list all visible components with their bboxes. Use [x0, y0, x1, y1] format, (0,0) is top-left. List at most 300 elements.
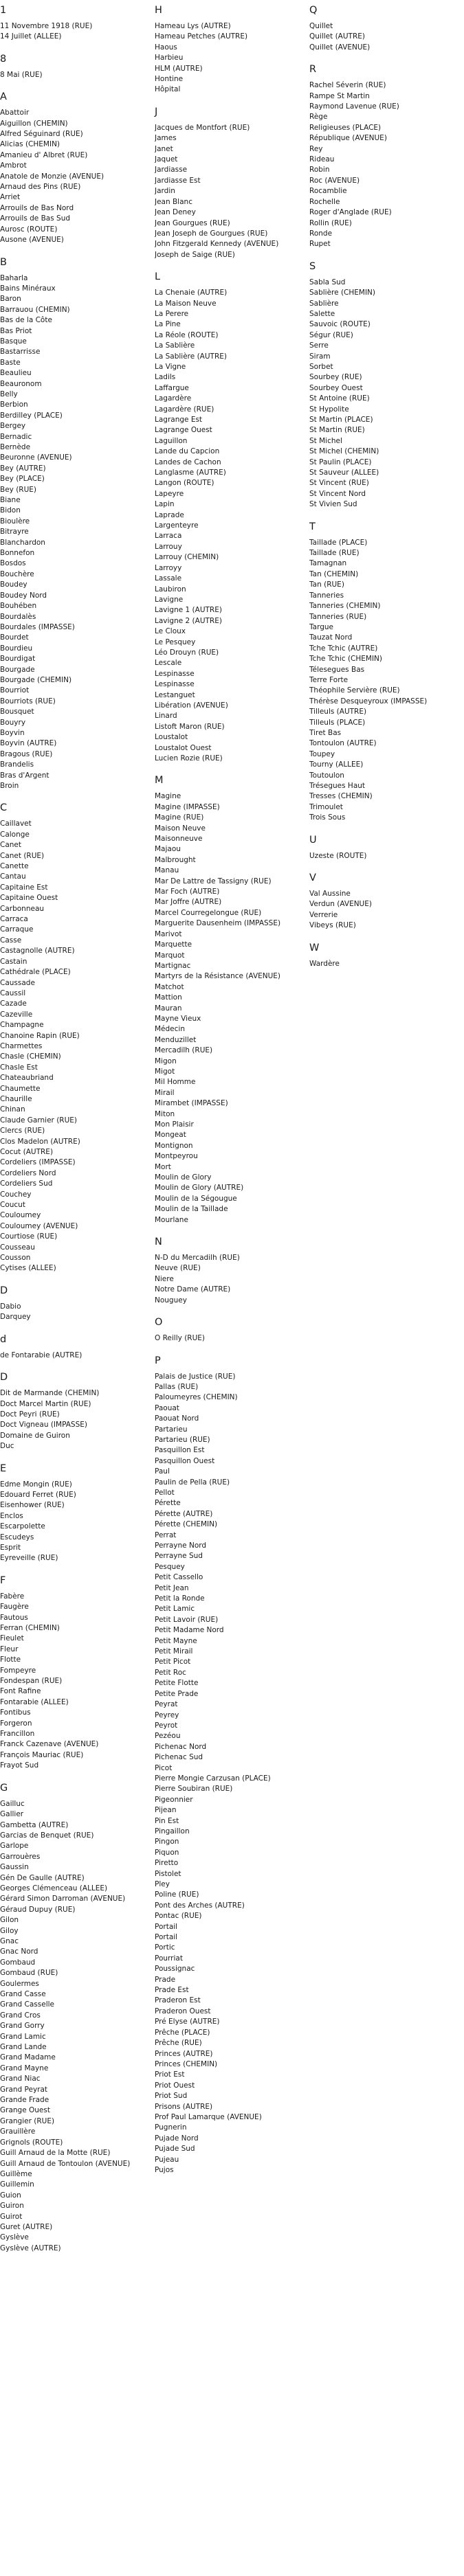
- street-name: Notre Dame (AUTRE): [155, 1285, 231, 1294]
- street-name: Guirot: [0, 2212, 23, 2221]
- street-name: Miton: [155, 1109, 175, 1118]
- street-name: Bousquet: [0, 708, 34, 716]
- street-name: Pellot: [155, 1488, 175, 1497]
- street-name: Prade: [155, 1975, 176, 1984]
- street-name: Verrerie: [309, 910, 338, 919]
- index-column-2: [155, 4, 292, 2186]
- street-name: Grand Casse: [0, 1990, 46, 1998]
- street-name: Priot Est: [155, 2070, 185, 2079]
- street-name: Georges Clémenceau (ALLEE): [0, 1884, 108, 1893]
- street-name: Langon (ROUTE): [155, 479, 214, 488]
- street-name: Pérette: [155, 1499, 181, 1508]
- letter-section: [0, 1782, 137, 2254]
- street-name: Bey (PLACE): [0, 475, 45, 484]
- street-name: Petit Jean: [155, 1583, 189, 1592]
- street-name: 11 Novembre 1918 (RUE): [0, 22, 93, 30]
- street-name: Lagrange Est: [155, 416, 203, 424]
- street-name: Pont des Arches (AUTRE): [155, 1901, 245, 1910]
- street-name: Brandelis: [0, 760, 34, 769]
- street-name: Fabère: [0, 1592, 25, 1601]
- street-name: Amanieu d' Albret (RUE): [0, 150, 88, 159]
- street-name: Prisons (AUTRE): [155, 2102, 213, 2111]
- street-name: Mongeat: [155, 1131, 186, 1140]
- street-name: Toutoulon: [309, 771, 344, 780]
- street-name: Lespinasse: [155, 680, 195, 689]
- street-list: [155, 1333, 292, 1344]
- street-name: Bosdos: [0, 559, 26, 568]
- street-name: Caussade: [0, 978, 35, 987]
- street-name: Aiguillon (CHEMIN): [0, 119, 68, 128]
- street-name: Mourlane: [155, 1215, 188, 1224]
- street-list: [0, 1388, 137, 1451]
- section-letter-heading: N: [155, 1236, 162, 1248]
- street-name: Magine (IMPASSE): [155, 802, 220, 811]
- street-name: St Martin (PLACE): [309, 416, 373, 424]
- street-name: Goulermes: [0, 1979, 39, 1988]
- street-name: Grand Peyrat: [0, 2085, 48, 2094]
- street-name: Rampe St Martin: [309, 91, 370, 100]
- street-name: Portic: [155, 1943, 175, 1952]
- street-name: Bey (RUE): [0, 485, 37, 494]
- street-name: Lande du Capcion: [155, 447, 220, 456]
- street-name: Garrouères: [0, 1852, 41, 1861]
- street-name: Lavigne: [155, 595, 184, 604]
- street-name: Castagnolle (AUTRE): [0, 947, 75, 956]
- street-name: Rocamblie: [309, 187, 347, 196]
- street-name: Priot Sud: [155, 2092, 188, 2101]
- street-name: Pujade Nord: [155, 2134, 199, 2143]
- section-letter-heading: H: [155, 5, 162, 16]
- street-name: Gyslève (AUTRE): [0, 2244, 61, 2252]
- street-list: [309, 959, 447, 969]
- street-name: Lespinasse: [155, 669, 195, 678]
- street-list: [309, 538, 447, 824]
- street-name: Grand Niac: [0, 2075, 41, 2083]
- street-name: Mar Joffre (AUTRE): [155, 898, 222, 907]
- street-name: Edouard Ferret (RUE): [0, 1490, 76, 1499]
- street-name: Arrouils de Bas Nord: [0, 203, 74, 212]
- street-name: Font Rafine: [0, 1687, 41, 1696]
- street-name: Pourriat: [155, 1954, 183, 1963]
- section-letter-heading: D: [0, 1372, 8, 1383]
- street-name: Bourdet: [0, 633, 29, 642]
- street-name: Mil Homme: [155, 1078, 196, 1087]
- street-name: Abattoir: [0, 109, 30, 117]
- street-name: Mirail: [155, 1088, 175, 1097]
- street-name: Sorbet: [309, 362, 333, 371]
- street-name: Terre Forte: [309, 675, 349, 684]
- street-name: Portail: [155, 1933, 178, 1942]
- street-name: Jaquet: [155, 155, 178, 164]
- street-name: Caillavet: [0, 820, 32, 828]
- street-name: Dabio: [0, 1302, 21, 1311]
- street-name: Pré Elyse (AUTRE): [155, 2018, 220, 2026]
- street-name: Rupet: [309, 240, 331, 249]
- street-name: Bergey: [0, 422, 26, 431]
- street-name: Gnac Nord: [0, 1947, 38, 1956]
- street-name: Maisonneuve: [155, 835, 203, 844]
- street-name: La Perere: [155, 309, 189, 318]
- street-name: Tche Tchic (CHEMIN): [309, 655, 383, 664]
- street-name: Caussil: [0, 988, 26, 997]
- street-name: Marquette: [155, 940, 192, 949]
- street-name: Bitrayre: [0, 528, 29, 536]
- street-name: Roger d'Anglade (RUE): [309, 208, 392, 217]
- street-name: Gombaud (RUE): [0, 1969, 58, 1978]
- street-name: St Hypolite: [309, 405, 349, 414]
- street-list: [0, 21, 137, 43]
- street-name: La Chenaie (AUTRE): [155, 289, 228, 297]
- street-name: Hontine: [155, 75, 184, 84]
- street-name: Mercadilh (RUE): [155, 1046, 213, 1055]
- street-name: Gailluc: [0, 1799, 25, 1808]
- street-name: Pujos: [155, 2165, 174, 2174]
- street-name: St Vincent (RUE): [309, 479, 369, 488]
- street-name: Peyrey: [155, 1710, 179, 1719]
- street-name: Barrauou (CHEMIN): [0, 305, 70, 314]
- street-list: [155, 1253, 292, 1306]
- street-name: Chaumette: [0, 1084, 41, 1093]
- street-name: Chanoine Rapin (RUE): [0, 1031, 80, 1040]
- street-name: Perrayne Nord: [155, 1541, 207, 1550]
- street-name: Berbion: [0, 400, 28, 409]
- street-name: Grand Mayne: [0, 2064, 49, 2072]
- street-name: Rachel Séverin (RUE): [309, 81, 386, 90]
- street-name: Maison Neuve: [155, 824, 206, 833]
- street-name: Pierre Soubiran (RUE): [155, 1785, 233, 1794]
- street-name: Poline (RUE): [155, 1890, 199, 1899]
- street-name: Baste: [0, 358, 21, 367]
- street-name: Lapeyre: [155, 489, 184, 498]
- street-name: Pasquillon Est: [155, 1446, 205, 1455]
- street-name: Alfred Séguinard (RUE): [0, 130, 83, 139]
- street-name: Lapin: [155, 500, 175, 509]
- street-list: [309, 851, 447, 861]
- street-name: Léo Drouyn (RUE): [155, 648, 219, 657]
- street-name: Mon Plaisir: [155, 1120, 194, 1129]
- street-name: Tan (CHEMIN): [309, 569, 359, 578]
- street-name: St Michel (CHEMIN): [309, 447, 379, 456]
- street-name: Tan (RUE): [309, 580, 344, 589]
- street-name: Petite Flotte: [155, 1679, 199, 1688]
- section-letter-heading: G: [0, 1782, 8, 1794]
- letter-section: [0, 1462, 137, 1564]
- street-name: Pesquey: [155, 1562, 185, 1571]
- street-name: Laguillon: [155, 436, 188, 445]
- street-list: [309, 21, 447, 53]
- street-name: Religieuses (PLACE): [309, 123, 382, 132]
- street-name: Peyrot: [155, 1721, 178, 1730]
- street-name: Tche Tchic (AUTRE): [309, 644, 378, 653]
- street-name: Paulin de Pella (RUE): [155, 1478, 230, 1487]
- street-name: Carraque: [0, 925, 34, 934]
- street-name: Trimoulet: [309, 802, 343, 811]
- street-name: Garcias de Benquet (RUE): [0, 1831, 94, 1840]
- street-name: Chasle Est: [0, 1063, 38, 1072]
- section-letter-heading: 8: [0, 53, 7, 65]
- street-name: Beuronne (AVENUE): [0, 453, 72, 462]
- street-name: Mayne Vieux: [155, 1014, 201, 1023]
- street-name: Ausone (AVENUE): [0, 236, 64, 245]
- street-name: Pujeau: [155, 2155, 179, 2164]
- street-name: Flotte: [0, 1656, 21, 1664]
- street-name: Guillème: [0, 2169, 32, 2178]
- street-name: Cytises (ALLEE): [0, 1264, 56, 1273]
- street-name: Langlasme (AUTRE): [155, 468, 226, 477]
- street-name: Tanneries (CHEMIN): [309, 602, 381, 611]
- street-name: Esprit: [0, 1543, 21, 1552]
- street-name: Palais de Justice (RUE): [155, 1372, 236, 1381]
- street-name: Claude Garnier (RUE): [0, 1116, 77, 1125]
- street-name: Boudey Nord: [0, 591, 47, 600]
- street-name: Broin: [0, 782, 19, 790]
- street-name: Picot: [155, 1763, 173, 1772]
- street-name: Prof Paul Lamarque (AVENUE): [155, 2112, 262, 2121]
- street-name: Ferran (CHEMIN): [0, 1624, 60, 1632]
- street-name: Niere: [155, 1274, 174, 1283]
- section-letter-heading: S: [309, 260, 316, 272]
- street-name: Thérèse Desqueyroux (IMPASSE): [309, 697, 428, 705]
- street-name: Baron: [0, 295, 21, 304]
- street-name: Pigeonnier: [155, 1795, 193, 1804]
- street-name: Verdun (AVENUE): [309, 900, 372, 909]
- street-name: Migot: [155, 1067, 175, 1076]
- street-name: Praderon Ouest: [155, 2007, 211, 2015]
- street-name: Lassale: [155, 574, 182, 583]
- section-letter-heading: U: [309, 834, 317, 846]
- street-name: Sourbey (RUE): [309, 373, 362, 382]
- street-name: Bernède: [0, 443, 31, 451]
- street-list: [0, 1351, 137, 1361]
- street-name: St Antoine (RUE): [309, 394, 370, 403]
- street-name: Domaine de Guiron: [0, 1431, 70, 1440]
- street-name: Petit Lavoir (RUE): [155, 1615, 219, 1624]
- street-name: Jacques de Montfort (RUE): [155, 123, 250, 132]
- street-name: Paul: [155, 1467, 170, 1476]
- street-name: Partarieu: [155, 1425, 188, 1434]
- street-name: Fautous: [0, 1613, 28, 1622]
- street-name: La Réole (ROUTE): [155, 330, 219, 339]
- street-name: Perrayne Sud: [155, 1552, 203, 1561]
- street-name: Anatole de Monzie (AVENUE): [0, 172, 104, 181]
- street-name: Enclos: [0, 1511, 23, 1520]
- street-name: Pallas (RUE): [155, 1382, 199, 1391]
- street-name: Faugère: [0, 1603, 29, 1612]
- street-name: Calonge: [0, 830, 30, 839]
- street-name: Quillet (AVENUE): [309, 43, 371, 52]
- street-name: Pichenac Sud: [155, 1753, 203, 1762]
- street-name: Piquon: [155, 1848, 179, 1857]
- letter-section: [0, 1371, 137, 1451]
- street-name: Portail: [155, 1922, 178, 1931]
- street-name: Arrouils de Bas Sud: [0, 214, 71, 223]
- street-name: Gambetta (AUTRE): [0, 1820, 69, 1829]
- street-list: [0, 819, 137, 1274]
- section-letter-heading: O: [155, 1317, 163, 1329]
- street-name: Bains Minéraux: [0, 284, 56, 293]
- letter-section: [155, 1355, 292, 2176]
- street-name: Grand Lande: [0, 2043, 47, 2052]
- street-name: Gaussin: [0, 1863, 29, 1872]
- street-name: Pontac (RUE): [155, 1912, 202, 1921]
- street-name: Pujade Sud: [155, 2145, 195, 2154]
- street-name: Arnaud des Pins (RUE): [0, 183, 81, 192]
- street-name: Neuve (RUE): [155, 1264, 201, 1273]
- street-name: Pijean: [155, 1806, 177, 1815]
- section-letter-heading: J: [155, 106, 158, 117]
- street-name: Listoft Maron (RUE): [155, 722, 225, 731]
- street-name: Lagardère: [155, 394, 192, 403]
- street-name: Alicias (CHEMIN): [0, 140, 60, 149]
- section-letter-heading: B: [0, 256, 7, 268]
- street-name: Frayot Sud: [0, 1761, 39, 1770]
- street-name: Cousson: [0, 1254, 31, 1263]
- street-name: Tilleuls (PLACE): [309, 718, 366, 727]
- letter-section: [155, 1236, 292, 1306]
- street-name: Hôpital: [155, 85, 181, 94]
- street-name: Bras d'Argent: [0, 771, 49, 780]
- street-name: Piretto: [155, 1859, 179, 1868]
- street-name: Gilon: [0, 1916, 19, 1925]
- street-name: Rège: [309, 113, 328, 122]
- street-name: Franck Cazenave (AVENUE): [0, 1740, 99, 1749]
- section-letter-heading: T: [309, 521, 316, 532]
- street-name: Lavigne 2 (AUTRE): [155, 616, 222, 625]
- street-name: Lavigne 1 (AUTRE): [155, 606, 222, 615]
- street-name: Pley: [155, 1880, 170, 1888]
- street-name: Magine: [155, 792, 181, 801]
- street-name: Moulin de Glory (AUTRE): [155, 1184, 244, 1193]
- street-name: Mort: [155, 1162, 171, 1171]
- street-name: Grangier (RUE): [0, 2116, 55, 2125]
- street-name: Canette: [0, 862, 29, 871]
- street-name: Boudey: [0, 580, 27, 589]
- street-name: Pérette (AUTRE): [155, 1509, 213, 1518]
- street-name: Joseph de Saige (RUE): [155, 250, 235, 259]
- street-name: Laprade: [155, 510, 184, 519]
- street-name: Siram: [309, 352, 331, 361]
- street-name: Canet (RUE): [0, 851, 45, 860]
- letter-section: [0, 53, 137, 80]
- street-name: Tanneries: [309, 591, 344, 600]
- street-name: Blanchardon: [0, 538, 45, 547]
- street-name: Cazade: [0, 999, 27, 1008]
- street-name: République (AVENUE): [309, 134, 387, 143]
- street-name: Baharla: [0, 273, 28, 282]
- street-name: Laubiron: [155, 585, 186, 594]
- street-name: Ségur (RUE): [309, 330, 353, 339]
- street-name: 14 Juillet (ALLEE): [0, 32, 62, 41]
- street-name: Rollin (RUE): [309, 218, 352, 227]
- street-name: Guill Arnaud de Tontoulon (AVENUE): [0, 2159, 131, 2168]
- street-name: Cordeliers Nord: [0, 1168, 56, 1177]
- street-name: Montpeyrou: [155, 1152, 198, 1161]
- street-name: Clos Madelon (AUTRE): [0, 1137, 80, 1146]
- street-name: Robin: [309, 166, 330, 174]
- street-name: Moulin de Glory: [155, 1173, 212, 1182]
- section-letter-heading: L: [155, 271, 161, 283]
- street-name: Paouat: [155, 1403, 179, 1412]
- street-name: Mirambet (IMPASSE): [155, 1099, 228, 1108]
- street-name: Sauvoic (ROUTE): [309, 320, 371, 329]
- street-name: Darquey: [0, 1313, 31, 1322]
- street-name: Bastarrisse: [0, 348, 41, 357]
- street-name: HLM (AUTRE): [155, 64, 203, 73]
- street-name: Eisenhower (RUE): [0, 1501, 65, 1510]
- street-name: Martyrs de la Résistance (AVENUE): [155, 972, 281, 981]
- street-name: Escudeys: [0, 1533, 34, 1541]
- street-list: [0, 1592, 137, 1772]
- street-name: Beauronom: [0, 379, 42, 388]
- street-name: Edme Mongin (RUE): [0, 1480, 72, 1489]
- street-name: Petit Picot: [155, 1658, 191, 1667]
- street-name: Gén De Gaulle (AUTRE): [0, 1873, 85, 1882]
- street-name: St Michel: [309, 436, 342, 445]
- street-name: St Vincent Nord: [309, 489, 366, 498]
- street-name: Sablière: [309, 299, 339, 308]
- street-name: Escarpolette: [0, 1522, 45, 1531]
- street-name: Garlope: [0, 1842, 29, 1851]
- street-name: Fontibus: [0, 1708, 31, 1717]
- letter-section: [155, 4, 292, 95]
- street-name: Jardiasse Est: [155, 176, 201, 185]
- street-name: Chinan: [0, 1105, 25, 1114]
- street-name: Chaurille: [0, 1094, 32, 1103]
- street-name: Capitaine Est: [0, 883, 48, 892]
- street-name: Peyrat: [155, 1700, 178, 1709]
- street-name: Fondespan (RUE): [0, 1677, 63, 1686]
- street-name: Ladils: [155, 373, 176, 382]
- street-name: Roc (AVENUE): [309, 176, 360, 185]
- street-name: Petit Madame Nord: [155, 1626, 224, 1635]
- index-column-3: [309, 4, 447, 980]
- street-name: Magine (RUE): [155, 813, 204, 822]
- street-name: Ronde: [309, 229, 333, 238]
- street-name: Grauillère: [0, 2127, 36, 2136]
- street-name: Larraca: [155, 532, 182, 541]
- section-letter-heading: R: [309, 64, 317, 76]
- street-name: Lescale: [155, 659, 182, 668]
- street-name: Tourny (ALLEE): [309, 760, 364, 769]
- street-name: Tamagnan: [309, 559, 347, 568]
- letter-section: [0, 802, 137, 1274]
- street-name: Le Pesquey: [155, 637, 196, 646]
- street-name: Majaou: [155, 845, 181, 854]
- street-name: Pérette (CHEMIN): [155, 1520, 218, 1529]
- street-name: Lagrange Ouest: [155, 426, 212, 435]
- street-name: Rideau: [309, 155, 335, 164]
- street-name: Largenteyre: [155, 521, 199, 530]
- street-name: Laffargue: [155, 383, 189, 392]
- letter-section: [309, 4, 447, 53]
- street-name: Quillet (AUTRE): [309, 32, 365, 41]
- street-name: Aurosc (ROUTE): [0, 225, 58, 234]
- street-name: Grand Casselle: [0, 2000, 55, 2009]
- street-name: Gnac: [0, 1936, 19, 1945]
- street-name: Mar Foch (AUTRE): [155, 888, 220, 896]
- street-name: Gallier: [0, 1810, 24, 1819]
- street-name: Manau: [155, 866, 179, 875]
- letter-section: [309, 521, 447, 824]
- street-name: Jardin: [155, 187, 175, 196]
- street-name: Bouhében: [0, 602, 37, 611]
- section-letter-heading: C: [0, 802, 8, 814]
- section-letter-heading: d: [0, 1333, 7, 1345]
- street-name: Paloumeyres (CHEMIN): [155, 1393, 238, 1402]
- street-list: [0, 70, 137, 80]
- street-name: Gyslève: [0, 2233, 29, 2242]
- street-name: Arriet: [0, 193, 21, 202]
